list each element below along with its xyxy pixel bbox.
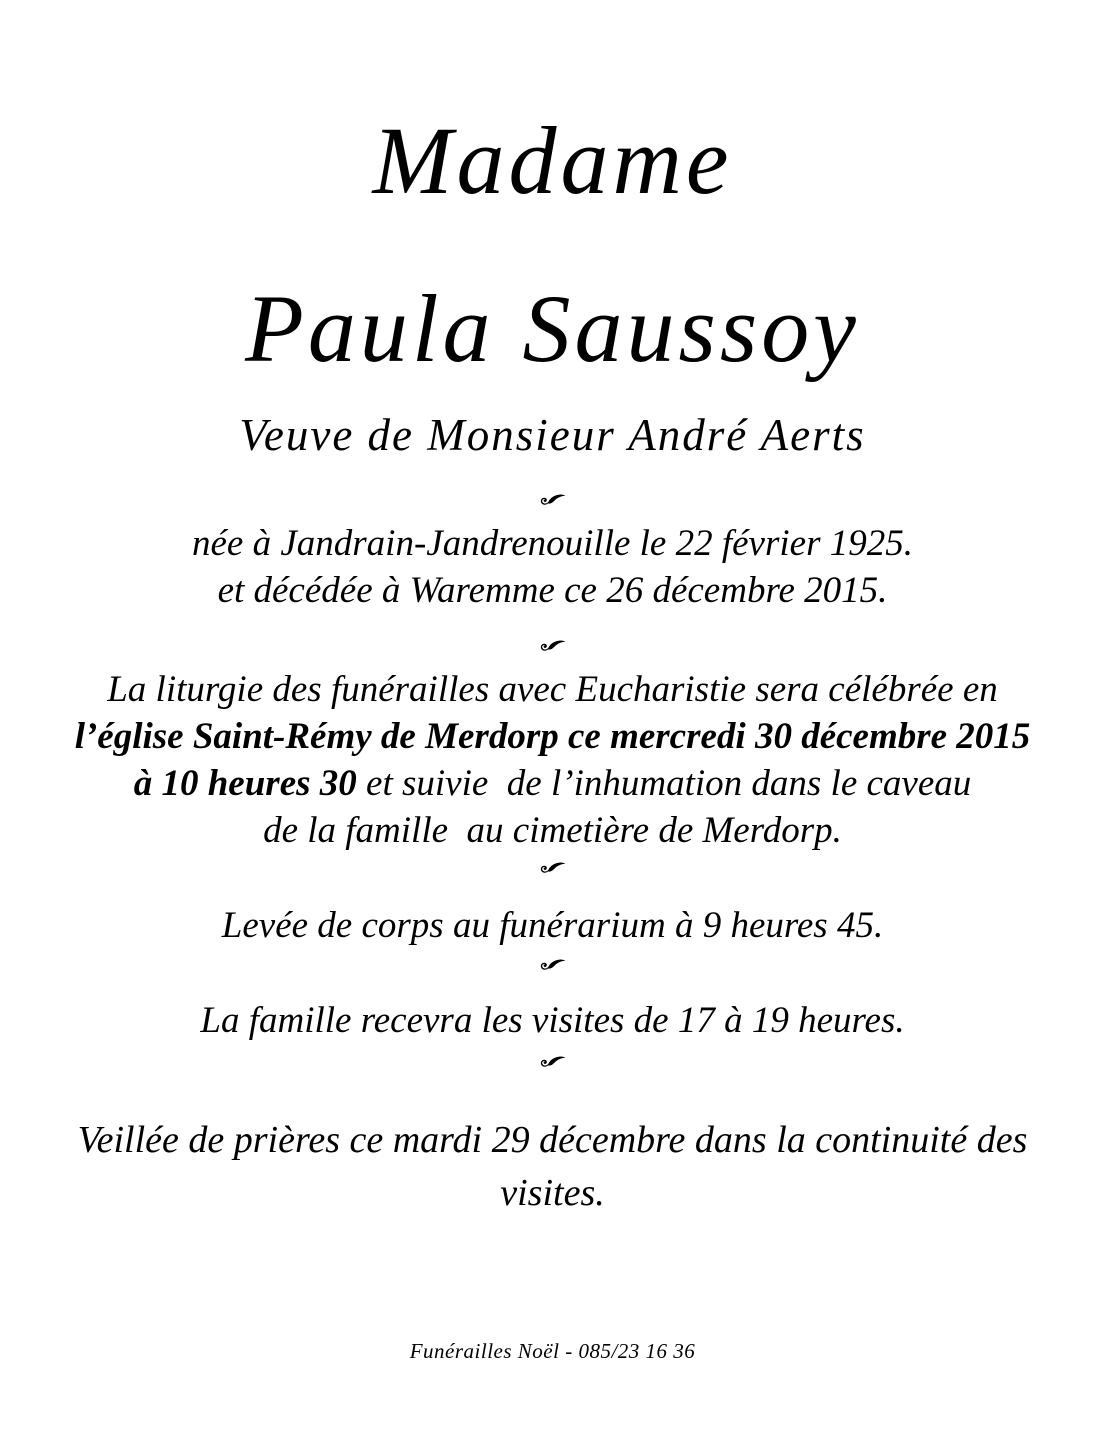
floral-ornament-icon xyxy=(539,860,566,876)
liturgy-time-line xyxy=(75,760,1031,807)
birth-line: née à Jandrain-Jandrenouille le 22 février 1925. xyxy=(192,522,913,564)
death-line: et décédée à Waremme ce 26 décembre 2015. xyxy=(217,569,888,611)
birth-death-block xyxy=(192,520,913,614)
floral-ornament-icon xyxy=(539,1054,566,1070)
liturgy-time-regular-segment: et suivie de l’inhumation dans le caveau xyxy=(356,762,972,804)
liturgy-time-bold-segment: à 10 heures 30 xyxy=(133,762,357,804)
floral-ornament-icon xyxy=(539,638,566,654)
burial-line: de la famille au cimetière de Merdorp. xyxy=(263,809,842,851)
liturgy-block xyxy=(75,666,1031,854)
liturgy-intro-line: La liturgie des funérailles avec Eucharistie sera célébrée en xyxy=(107,668,998,710)
floral-ornament-icon xyxy=(539,957,566,973)
visits-line: La famille recevra les visites de 17 à 19 heures. xyxy=(200,999,905,1041)
widow-subtitle: Veuve de Monsieur André Aerts xyxy=(239,410,866,461)
deceased-name: Paula Saussoy xyxy=(245,274,860,382)
vigil-line: Veillée de prières ce mardi 29 décembre dans la continuité des visites. xyxy=(77,1118,1037,1214)
page-title: Madame xyxy=(372,107,733,214)
liturgy-church-line: l’église Saint-Rémy de Merdorp ce mercredi 30 décembre 2015 xyxy=(74,715,1031,757)
levee-line: Levée de corps au funérarium à 9 heures 45. xyxy=(221,904,884,946)
floral-ornament-icon xyxy=(539,492,566,508)
funeral-home-footer: Funérailles Noël - 085/23 16 36 xyxy=(409,1338,696,1363)
